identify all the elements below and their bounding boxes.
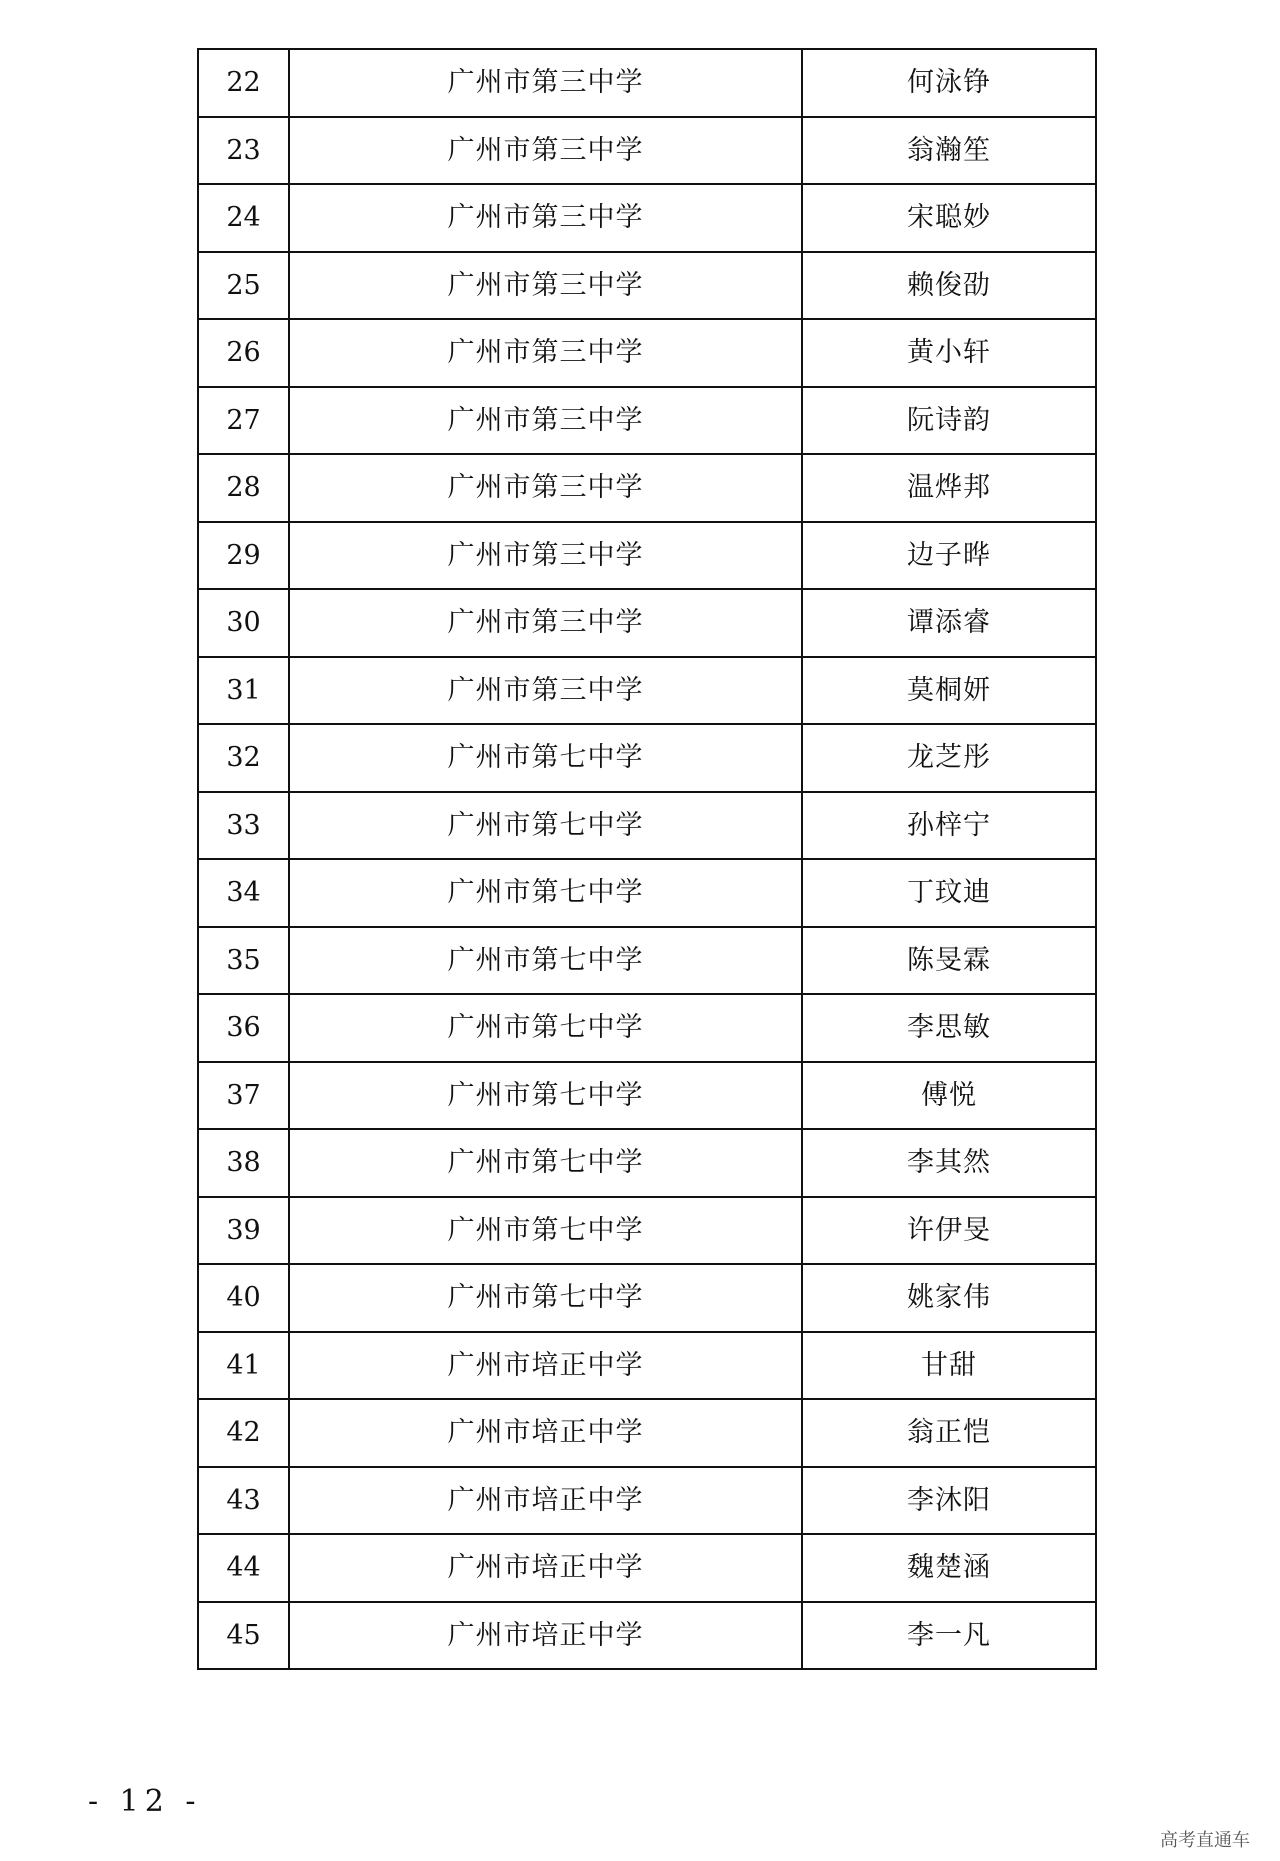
student-name-cell: 李其然 xyxy=(802,1129,1096,1197)
table-row xyxy=(198,1129,1096,1197)
student-name-cell: 温烨邦 xyxy=(802,454,1096,522)
school-cell: 广州市第七中学 xyxy=(289,792,802,860)
row-number: 39 xyxy=(198,1197,289,1265)
table-row xyxy=(198,49,1096,117)
school-cell: 广州市第三中学 xyxy=(289,49,802,117)
table-row xyxy=(198,1062,1096,1130)
school-cell: 广州市第七中学 xyxy=(289,1197,802,1265)
student-name-cell: 莫桐妍 xyxy=(802,657,1096,725)
table-row xyxy=(198,387,1096,455)
table-row xyxy=(198,927,1096,995)
school-cell: 广州市第三中学 xyxy=(289,589,802,657)
school-cell: 广州市第七中学 xyxy=(289,724,802,792)
table-row xyxy=(198,1534,1096,1602)
school-cell: 广州市第七中学 xyxy=(289,1062,802,1130)
school-cell: 广州市第三中学 xyxy=(289,184,802,252)
table-row xyxy=(198,184,1096,252)
student-name-cell: 龙芝彤 xyxy=(802,724,1096,792)
school-cell: 广州市培正中学 xyxy=(289,1399,802,1467)
row-number: 30 xyxy=(198,589,289,657)
school-cell: 广州市第三中学 xyxy=(289,319,802,387)
row-number: 37 xyxy=(198,1062,289,1130)
row-number: 45 xyxy=(198,1602,289,1670)
student-roster-table xyxy=(197,48,1097,1670)
table-row xyxy=(198,1264,1096,1332)
page-number: - 12 - xyxy=(88,1784,202,1819)
student-name-cell: 傅悦 xyxy=(802,1062,1096,1130)
school-cell: 广州市培正中学 xyxy=(289,1602,802,1670)
student-name-cell: 丁玟迪 xyxy=(802,859,1096,927)
row-number: 25 xyxy=(198,252,289,320)
student-name-cell: 宋聪妙 xyxy=(802,184,1096,252)
table-row xyxy=(198,724,1096,792)
school-cell: 广州市第三中学 xyxy=(289,117,802,185)
student-name-cell: 何泳铮 xyxy=(802,49,1096,117)
school-cell: 广州市第三中学 xyxy=(289,454,802,522)
school-cell: 广州市第七中学 xyxy=(289,927,802,995)
student-name-cell: 陈旻霖 xyxy=(802,927,1096,995)
row-number: 31 xyxy=(198,657,289,725)
student-name-cell: 姚家伟 xyxy=(802,1264,1096,1332)
school-cell: 广州市第七中学 xyxy=(289,1264,802,1332)
student-name-cell: 许伊旻 xyxy=(802,1197,1096,1265)
watermark-text: 高考直通车 xyxy=(1160,1830,1250,1851)
school-cell: 广州市第三中学 xyxy=(289,252,802,320)
row-number: 40 xyxy=(198,1264,289,1332)
table-row xyxy=(198,1399,1096,1467)
row-number: 29 xyxy=(198,522,289,590)
table-row xyxy=(198,792,1096,860)
row-number: 28 xyxy=(198,454,289,522)
school-cell: 广州市培正中学 xyxy=(289,1332,802,1400)
table-row xyxy=(198,589,1096,657)
school-cell: 广州市第三中学 xyxy=(289,522,802,590)
school-cell: 广州市第三中学 xyxy=(289,657,802,725)
school-cell: 广州市第七中学 xyxy=(289,994,802,1062)
row-number: 38 xyxy=(198,1129,289,1197)
row-number: 24 xyxy=(198,184,289,252)
school-cell: 广州市第三中学 xyxy=(289,387,802,455)
school-cell: 广州市第七中学 xyxy=(289,859,802,927)
student-name-cell: 翁正恺 xyxy=(802,1399,1096,1467)
table-row xyxy=(198,1197,1096,1265)
table-row xyxy=(198,657,1096,725)
table-row xyxy=(198,1332,1096,1400)
row-number: 33 xyxy=(198,792,289,860)
table-row xyxy=(198,859,1096,927)
row-number: 44 xyxy=(198,1534,289,1602)
school-cell: 广州市培正中学 xyxy=(289,1467,802,1535)
table-row xyxy=(198,319,1096,387)
student-name-cell: 孙梓宁 xyxy=(802,792,1096,860)
row-number: 23 xyxy=(198,117,289,185)
row-number: 27 xyxy=(198,387,289,455)
student-name-cell: 魏楚涵 xyxy=(802,1534,1096,1602)
row-number: 34 xyxy=(198,859,289,927)
school-cell: 广州市培正中学 xyxy=(289,1534,802,1602)
school-cell: 广州市第七中学 xyxy=(289,1129,802,1197)
student-name-cell: 黄小轩 xyxy=(802,319,1096,387)
table-row xyxy=(198,117,1096,185)
table-row xyxy=(198,1467,1096,1535)
table-row xyxy=(198,454,1096,522)
student-name-cell: 李思敏 xyxy=(802,994,1096,1062)
row-number: 36 xyxy=(198,994,289,1062)
row-number: 43 xyxy=(198,1467,289,1535)
student-name-cell: 甘甜 xyxy=(802,1332,1096,1400)
row-number: 35 xyxy=(198,927,289,995)
student-name-cell: 阮诗韵 xyxy=(802,387,1096,455)
row-number: 32 xyxy=(198,724,289,792)
row-number: 42 xyxy=(198,1399,289,1467)
student-name-cell: 翁瀚笙 xyxy=(802,117,1096,185)
student-name-cell: 李沐阳 xyxy=(802,1467,1096,1535)
table-row xyxy=(198,252,1096,320)
student-name-cell: 边子晔 xyxy=(802,522,1096,590)
row-number: 22 xyxy=(198,49,289,117)
table-row xyxy=(198,994,1096,1062)
student-name-cell: 谭添睿 xyxy=(802,589,1096,657)
student-name-cell: 赖俊劭 xyxy=(802,252,1096,320)
row-number: 26 xyxy=(198,319,289,387)
student-name-cell: 李一凡 xyxy=(802,1602,1096,1670)
table-row xyxy=(198,1602,1096,1670)
table-row xyxy=(198,522,1096,590)
row-number: 41 xyxy=(198,1332,289,1400)
